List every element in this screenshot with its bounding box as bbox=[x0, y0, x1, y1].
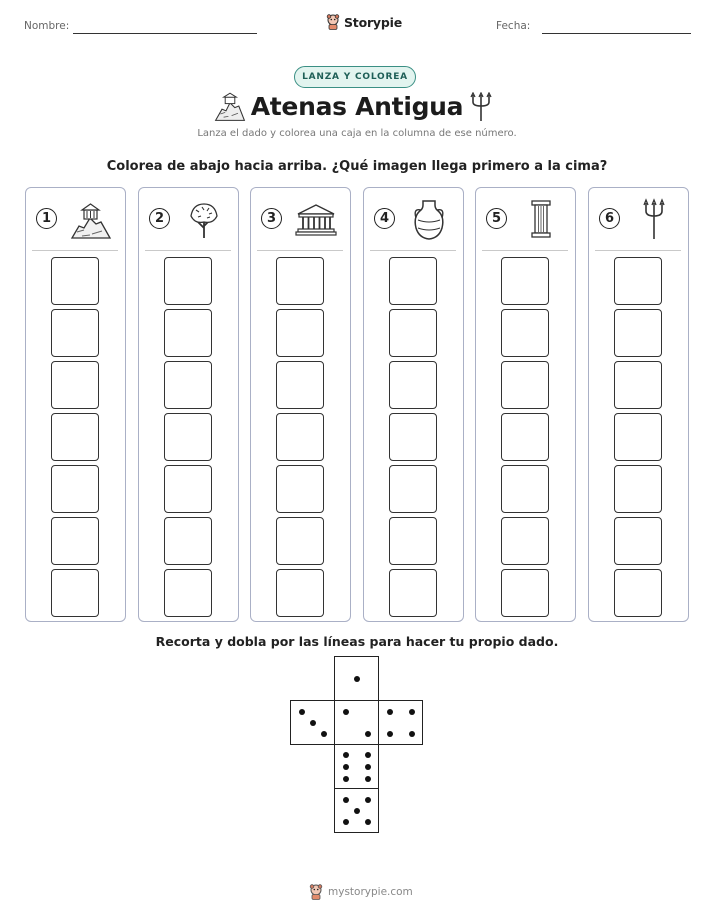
die-face-4 bbox=[378, 700, 423, 745]
column-6 bbox=[588, 187, 689, 622]
color-box[interactable] bbox=[164, 413, 212, 461]
die-pip bbox=[343, 752, 349, 758]
color-box[interactable] bbox=[501, 465, 549, 513]
color-box[interactable] bbox=[389, 309, 437, 357]
footer-url: mystorypie.com bbox=[328, 886, 413, 898]
column-number: 3 bbox=[261, 208, 282, 229]
column-number: 1 bbox=[36, 208, 57, 229]
color-box[interactable] bbox=[276, 257, 324, 305]
storypie-mascot-icon bbox=[308, 884, 324, 900]
color-box[interactable] bbox=[614, 569, 662, 617]
color-box[interactable] bbox=[164, 309, 212, 357]
olive-tree-icon bbox=[183, 198, 225, 240]
column-2 bbox=[138, 187, 239, 622]
color-box[interactable] bbox=[389, 361, 437, 409]
die-pip bbox=[343, 797, 349, 803]
color-box[interactable] bbox=[276, 569, 324, 617]
amphora-icon bbox=[408, 198, 450, 240]
die-pip bbox=[299, 709, 305, 715]
die-face-6 bbox=[334, 744, 379, 789]
brand-name: Storypie bbox=[344, 14, 402, 30]
die-pip bbox=[365, 776, 371, 782]
greek-column-icon bbox=[520, 198, 562, 240]
date-line[interactable] bbox=[542, 33, 691, 34]
color-box[interactable] bbox=[51, 569, 99, 617]
color-box[interactable] bbox=[164, 257, 212, 305]
color-box[interactable] bbox=[276, 413, 324, 461]
activity-badge: LANZA Y COLOREA bbox=[294, 66, 416, 88]
color-box[interactable] bbox=[389, 517, 437, 565]
die-pip bbox=[365, 731, 371, 737]
die-pip bbox=[387, 731, 393, 737]
name-label: Nombre: bbox=[24, 20, 70, 32]
color-box[interactable] bbox=[501, 569, 549, 617]
date-label: Fecha: bbox=[496, 20, 531, 32]
die-pip bbox=[409, 731, 415, 737]
acropolis-hill-icon bbox=[70, 198, 112, 240]
color-box[interactable] bbox=[276, 361, 324, 409]
color-box[interactable] bbox=[164, 569, 212, 617]
color-box[interactable] bbox=[276, 309, 324, 357]
column-number: 4 bbox=[374, 208, 395, 229]
column-3 bbox=[250, 187, 351, 622]
cut-instruction: Recorta y dobla por las líneas para hacer tu propio dado. bbox=[155, 634, 559, 649]
column-number: 5 bbox=[486, 208, 507, 229]
color-box[interactable] bbox=[276, 517, 324, 565]
die-pip bbox=[409, 709, 415, 715]
column-number: 2 bbox=[149, 208, 170, 229]
color-box[interactable] bbox=[389, 257, 437, 305]
die-pip bbox=[387, 709, 393, 715]
column-5 bbox=[475, 187, 576, 622]
die-pip bbox=[343, 709, 349, 715]
die-face-2 bbox=[334, 700, 379, 745]
page-title: Atenas Antigua bbox=[250, 92, 464, 121]
die-face-1 bbox=[334, 656, 379, 701]
die-pip bbox=[343, 776, 349, 782]
column-number: 6 bbox=[599, 208, 620, 229]
die-pip bbox=[365, 797, 371, 803]
subtitle: Lanza el dado y colorea una caja en la columna de ese número. bbox=[197, 128, 517, 139]
die-pip bbox=[365, 819, 371, 825]
color-box[interactable] bbox=[389, 569, 437, 617]
die-pip bbox=[321, 731, 327, 737]
trident-title-icon bbox=[470, 92, 492, 122]
column-4 bbox=[363, 187, 464, 622]
color-box[interactable] bbox=[389, 465, 437, 513]
instruction-text: Colorea de abajo hacia arriba. ¿Qué imagen llega primero a la cima? bbox=[106, 159, 608, 174]
storypie-mascot-icon bbox=[326, 14, 340, 30]
color-box[interactable] bbox=[614, 465, 662, 513]
color-box[interactable] bbox=[389, 413, 437, 461]
die-pip bbox=[354, 808, 360, 814]
footer bbox=[308, 884, 413, 900]
color-box[interactable] bbox=[164, 465, 212, 513]
color-box[interactable] bbox=[501, 257, 549, 305]
die-pip bbox=[365, 752, 371, 758]
color-box[interactable] bbox=[164, 361, 212, 409]
color-box[interactable] bbox=[614, 413, 662, 461]
color-box[interactable] bbox=[501, 413, 549, 461]
color-box[interactable] bbox=[614, 361, 662, 409]
greek-temple-icon bbox=[295, 198, 337, 240]
die-pip bbox=[343, 819, 349, 825]
color-box[interactable] bbox=[164, 517, 212, 565]
brand-logo bbox=[326, 14, 402, 30]
color-box[interactable] bbox=[276, 465, 324, 513]
die-pip bbox=[365, 764, 371, 770]
color-box[interactable] bbox=[501, 309, 549, 357]
name-line[interactable] bbox=[73, 33, 257, 34]
color-box[interactable] bbox=[51, 517, 99, 565]
die-net bbox=[290, 656, 424, 834]
color-box[interactable] bbox=[501, 517, 549, 565]
color-box[interactable] bbox=[51, 257, 99, 305]
color-box[interactable] bbox=[51, 361, 99, 409]
die-face-3 bbox=[290, 700, 335, 745]
die-pip bbox=[343, 764, 349, 770]
color-box[interactable] bbox=[614, 257, 662, 305]
color-box[interactable] bbox=[614, 309, 662, 357]
color-box[interactable] bbox=[51, 309, 99, 357]
column-1 bbox=[25, 187, 126, 622]
die-pip bbox=[310, 720, 316, 726]
die-face-5 bbox=[334, 788, 379, 833]
color-box[interactable] bbox=[51, 413, 99, 461]
trident-icon bbox=[633, 198, 675, 240]
die-pip bbox=[354, 676, 360, 682]
color-box[interactable] bbox=[614, 517, 662, 565]
color-box[interactable] bbox=[501, 361, 549, 409]
color-box[interactable] bbox=[51, 465, 99, 513]
